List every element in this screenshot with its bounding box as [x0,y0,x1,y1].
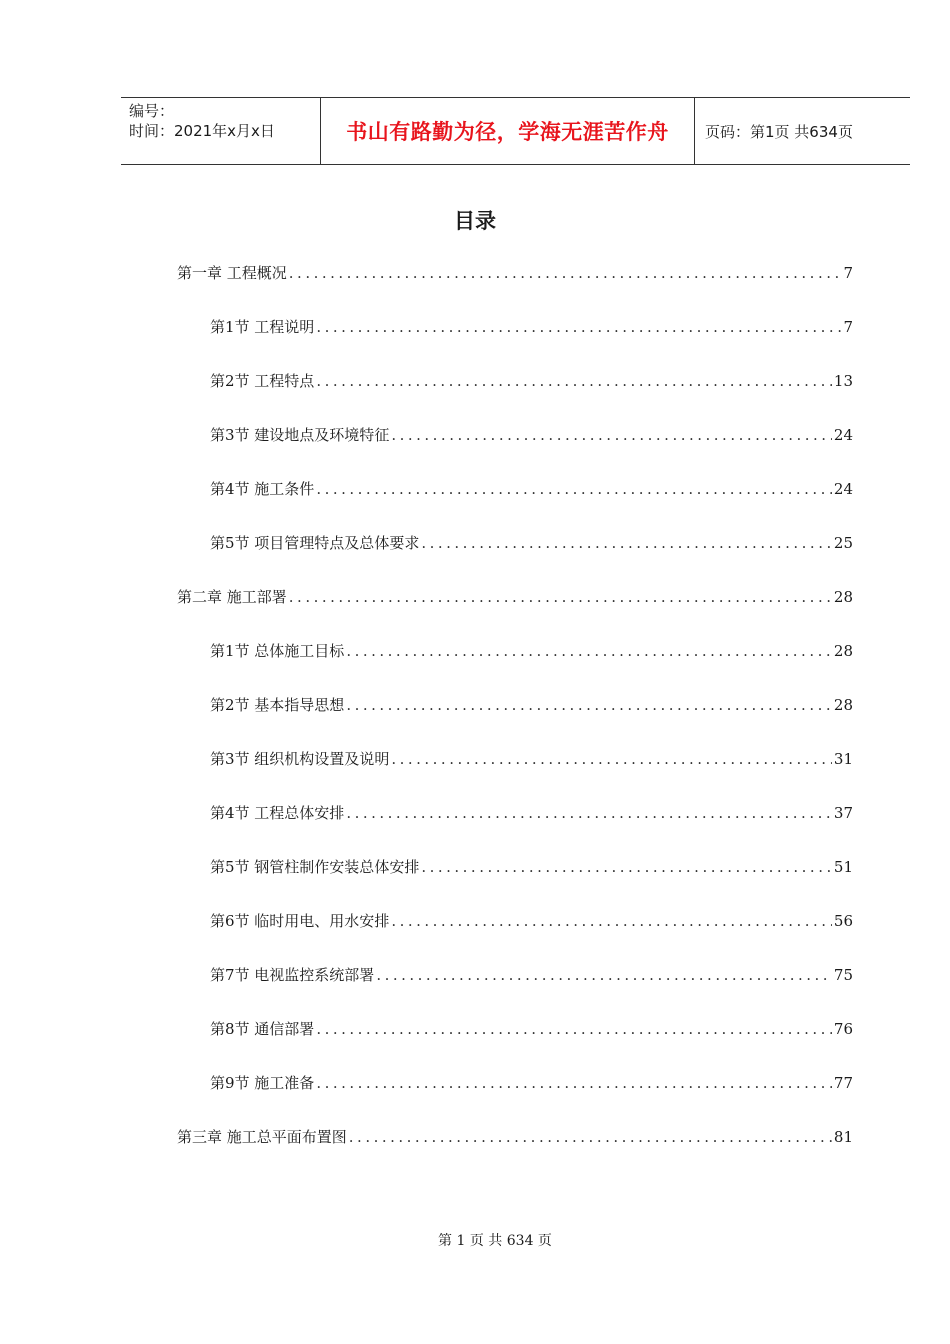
toc-section-entry[interactable] [210,748,853,772]
toc-entry-page: 7 [843,318,853,336]
toc-chapter-entry[interactable] [177,1126,853,1150]
toc-leader-dots [316,318,841,336]
toc-entry-label: 第6节 临时用电、用水安排 [210,912,390,930]
toc-section-entry[interactable] [210,478,853,502]
header-page-label: 页码：第1页 共634页 [705,122,853,141]
toc-entry-page: 28 [833,588,853,606]
toc-entry-page: 37 [833,804,853,822]
toc-section-entry[interactable] [210,370,853,394]
toc-entry-page: 76 [833,1020,853,1038]
toc-leader-dots [421,858,832,876]
toc-title: 目录 [454,209,496,233]
toc-leader-dots [316,480,832,498]
toc-leader-dots [391,426,832,444]
toc-entry-page: 28 [833,696,853,714]
toc-chapter-entry[interactable] [177,586,853,610]
toc-chapter-entry[interactable] [177,262,853,286]
toc-leader-dots [349,1128,832,1146]
toc-entry-label: 第2节 基本指导思想 [210,696,345,714]
toc-entry-page: 75 [833,966,853,984]
header-motto: 书山有路勤为径，学海无涯苦作舟 [321,98,695,164]
toc-leader-dots [346,642,832,660]
toc-entry-label: 第8节 通信部署 [210,1020,315,1038]
toc-entry-label: 第三章 施工总平面布置图 [177,1128,347,1146]
toc-entry-label: 第4节 施工条件 [210,480,315,498]
toc-section-entry[interactable] [210,856,853,880]
toc-entry-page: 51 [833,858,853,876]
toc-entry-label: 第5节 项目管理特点及总体要求 [210,534,420,552]
toc-entry-label: 第4节 工程总体安排 [210,804,345,822]
toc-leader-dots [391,912,832,930]
toc-section-entry[interactable] [210,316,853,340]
toc-entry-page: 7 [843,264,853,282]
toc-leader-dots [346,804,832,822]
header-meta [121,98,321,164]
toc-leader-dots [391,750,832,768]
toc-leader-dots [289,588,832,606]
toc-entry-label: 第3节 建设地点及环境特征 [210,426,390,444]
toc-leader-dots [316,1020,832,1038]
toc-entry-page: 31 [833,750,853,768]
toc-entry-label: 第3节 组织机构设置及说明 [210,750,390,768]
toc-entry-page: 24 [833,426,853,444]
doc-time-label: 时间：2021年x月x日 [129,122,275,140]
toc-section-entry[interactable] [210,1018,853,1042]
page-footer: 第 1 页 共 634 页 [438,1233,552,1249]
toc-entry-page: 81 [833,1128,853,1146]
toc-leader-dots [289,264,842,282]
toc-section-entry[interactable] [210,640,853,664]
toc-entry-label: 第1节 工程说明 [210,318,315,336]
toc-entry-page: 28 [833,642,853,660]
toc-section-entry[interactable] [210,1072,853,1096]
toc-entry-page: 24 [833,480,853,498]
toc-entry-label: 第2节 工程特点 [210,372,315,390]
toc-entry-label: 第7节 电视监控系统部署 [210,966,375,984]
toc-section-entry[interactable] [210,964,853,988]
toc-section-entry[interactable] [210,802,853,826]
toc-leader-dots [346,696,832,714]
toc-leader-dots [316,1074,832,1092]
toc-section-entry[interactable] [210,532,853,556]
toc-section-entry[interactable] [210,424,853,448]
toc-leader-dots [316,372,832,390]
doc-number-label: 编号： [129,102,175,120]
toc-entry-label: 第9节 施工准备 [210,1074,315,1092]
toc-leader-dots [376,966,832,984]
toc-entry-page: 13 [833,372,853,390]
toc-leader-dots [421,534,832,552]
toc-entry-page: 56 [833,912,853,930]
toc-entry-label: 第二章 施工部署 [177,588,287,606]
toc-entry-page: 25 [833,534,853,552]
toc-entry-label: 第1节 总体施工目标 [210,642,345,660]
toc-entry-page: 77 [833,1074,853,1092]
toc-entry-label: 第一章 工程概况 [177,264,287,282]
toc-section-entry[interactable] [210,694,853,718]
toc-section-entry[interactable] [210,910,853,934]
toc-entry-label: 第5节 钢管柱制作安装总体安排 [210,858,420,876]
page-header [121,97,910,165]
